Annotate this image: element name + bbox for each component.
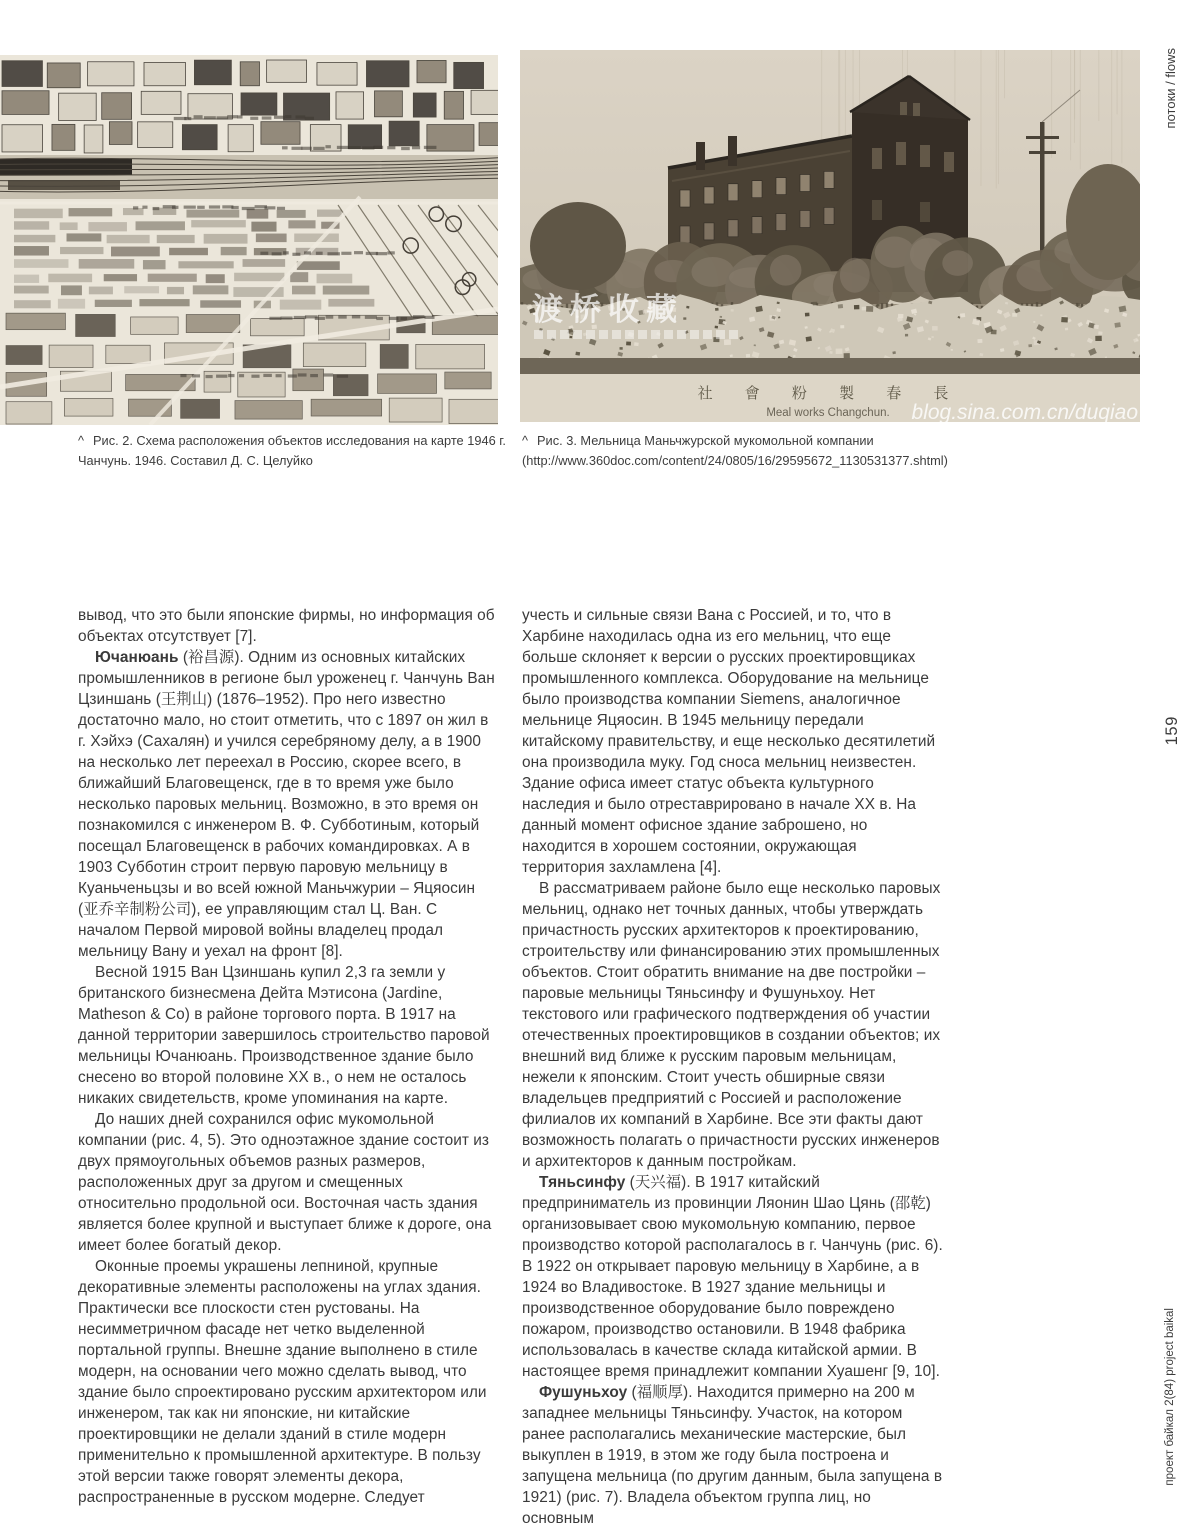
running-head: потоки / flows: [1163, 48, 1178, 129]
paragraph: Ючанюань (裕昌源). Одним из основных китайских промышленников в регионе был уроженец г. Чанчунь Ван Цзиншань (王荆山) (1876–1952). Про него известно достаточно мало, но стоит отметить, что с 1897 он жил в г. Хэйхэ (Сахалян) и учился серебряному делу, а в 1900 на несколько лет переехал в Россию, скорее всего, в ближайший Благовещенск, где в то время уже было несколько паровых мельниц. Возможно, в это время он познакомился с инженером В. Ф. Субботиным, который посещал Благовещенск в рабочих командировках. А в 1903 Субботин строит первую паровую мельницу в Куаньченьцзы и во всей южной Маньчжурии – Яцяосин (亚乔辛制粉公司), ее управляющим стал Ц. Ван. С началом Первой мировой войны владелец продал мельницу Вану и уехал на фронт [8].: [78, 649, 495, 960]
paragraph: Весной 1915 Ван Цзиншань купил 2,3 га земли у британского бизнесмена Дейта Мэтисона (Jardine, Matheson & Co) в районе торгового порта. В 1917 на данной территории завершилось строительство паровой мельницы Ючанюань. Производственное здание было снесено во второй половине XX в., о нем не осталось никаких свидетельств, кроме упоминания на карте.: [78, 964, 490, 1107]
collector-watermark: 渡桥收藏: [532, 292, 684, 327]
paragraph: Тяньсинфу (天兴福). В 1917 китайский предприниматель из провинции Ляонин Шао Цянь (邵乾) организовывает свою мукомольную компанию, первое производство которой располагалось в г. Чанчунь (рис. 6). В 1922 он открывает паровую мельницу в Харбине, а в 1924 во Владивостоке. В 1927 здание мельницы и производственное оборудование было повреждено пожаром, производство остановили. В 1948 фабрика использовалась в качестве склада китайской армии. В настоящее время принадлежит компании Хуашенг [9, 10].: [522, 1174, 943, 1380]
paragraph: вывод, что это были японские фирмы, но информация об объектах отсутствует [7].: [78, 607, 495, 645]
figure-3-caption-line1: [522, 431, 1002, 451]
map-image: [0, 55, 498, 425]
paragraph: В рассматриваем районе было еще несколько паровых мельниц, однако нет точных данных, чтобы утверждать причастность русских архитекторов к проектированию, строительству или финансированию этих промышленных объектов. Стоит обратить внимание на две постройки – паровые мельницы Тяньсинфу и Фушуньхоу. Нет текстового или графического подтверждения об участии отечественных проектировщиков в создании объектов; их внешний вид ближе к русским паровым мельницам, нежели к японским. Стоит учесть обширные связи владельцев предприятий с Россией и расположение филиалов их компаний в Харбине. Все эти факты дают возможность полагать о причастности русских инженеров и архитекторов к данным постройкам.: [522, 880, 941, 1170]
article-column-left: [78, 605, 499, 1508]
article-column-right: [522, 605, 943, 1529]
paragraph: Оконные проемы украшены лепниной, крупные декоративные элементы расположены на углах здания. Практически все плоскости стен рустованы. На несимметричном фасаде нет четко выделенной портальной группы. Внешне здание выполнено в стиле модерн, на основании чего можно сделать вывод, что здание было спроектировано русским архитектором или инженером, так как ни японские, ни китайские проектировщики не делали зданий в стиле модерн применительно к промышленной архитектуре. В пользу этой версии также говорят элементы декора, распространенные в русском модерне. Следует: [78, 1258, 487, 1506]
section-lead-term: Ючанюань: [95, 649, 179, 666]
figure-map-1946-changchun: [0, 55, 498, 425]
figure-2-caption-text: Рис. 2. Схема расположения объектов исследования на карте 1946 г. Чанчунь. 1946. Составил Д. С. Целуйко: [78, 433, 506, 468]
section-lead-term: Тяньсинфу: [539, 1174, 626, 1191]
photo-en-caption: Meal works Changchun.: [766, 407, 890, 419]
ground-strip: [520, 358, 1140, 374]
figure-photo-mill: [520, 50, 1140, 422]
caption-arrow-marker: ^: [522, 433, 529, 448]
section-lead-term: Фушуньхоу: [539, 1384, 628, 1401]
figure-3-caption: [522, 431, 1002, 470]
paragraph: учесть и сильные связи Вана с Россией, и то, что в Харбине находилась одна из его мельниц, что еще больше склоняет к версии о русских проектировщиках промышленного комплекса. Оборудование на мельнице было производства компании Siemens, аналогичное мельнице Яцяосин. В 1945 мельницу передали китайскому правительству, и еще несколько десятилетий она производила муку. Год сноса мельниц неизвестен. Здание офиса имеет статус объекта культурного наследия и было отреставрировано в начале XX в. На данный момент офисное здание заброшено, но находится в хорошем состоянии, окружающая территория захламлена [4].: [522, 607, 936, 876]
figure-3-caption-text: Рис. 3. Мельница Маньчжурской мукомольной компании: [537, 433, 874, 448]
chimney-icon: [728, 136, 737, 166]
photo-url-watermark: blog.sina.com.cn/duqiao: [911, 401, 1138, 422]
figure-3-caption-url: (http://www.360doc.com/content/24/0805/16/29595672_1130531377.shtml): [522, 452, 948, 468]
journal-footer: проект байкал 2(84) project baikal: [1164, 1308, 1176, 1486]
paragraph: До наших дней сохранился офис мукомольной компании (рис. 4, 5). Это одноэтажное здание состоит из двух прямоугольных объемов разных размеров, расположенных друг за другом и смещенных относительно продольной оси. Восточная часть здания является более крупной и выступает ближе к дороге, она имеет более богатый декор.: [78, 1111, 492, 1254]
chimney-icon: [696, 142, 705, 170]
mill-photo-image: [520, 50, 1140, 422]
page-number: 159: [1163, 716, 1181, 746]
caption-arrow-marker: ^: [78, 433, 85, 448]
photo-cjk-caption: 社 會 粉 製 春 長: [697, 385, 963, 402]
figure-2-caption: [78, 431, 508, 470]
paragraph: Фушуньхоу (福顺厚). Находится примерно на 200 м западнее мельницы Тяньсинфу. Участок, на котором ранее располагались механические мастерские, был выкуплен в 1919, в этом же году была построена и запущена мельница (по другим данным, была запущена в 1921) (рис. 7). Владела объектом группа лиц, но основным: [522, 1384, 943, 1527]
